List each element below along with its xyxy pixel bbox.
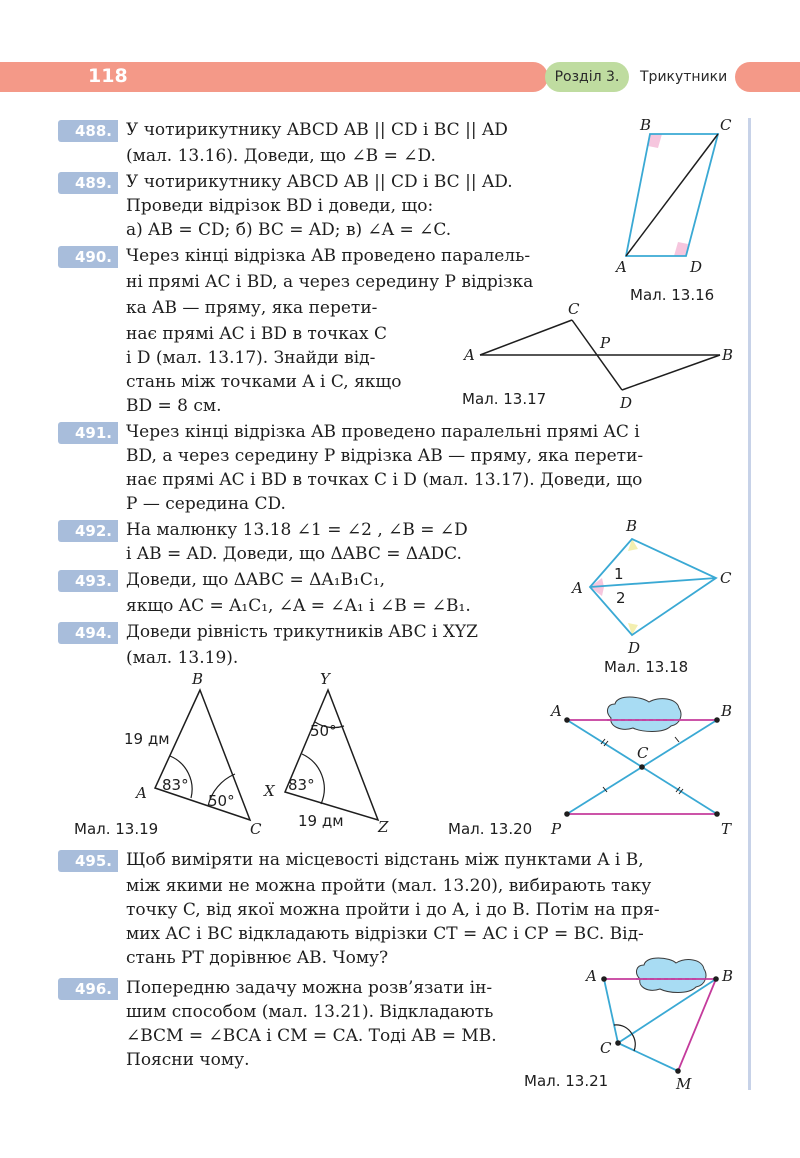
triangle-xyz: [285, 690, 378, 820]
label-a: A: [464, 346, 475, 364]
header-tab: [735, 62, 800, 92]
label-a: A: [551, 702, 562, 720]
point-a: [601, 976, 607, 982]
angle-arc-bca: [614, 1025, 632, 1034]
problem-number-496: 496.: [58, 978, 118, 1000]
label-a: A: [586, 967, 597, 985]
angle-label-a: 83°: [162, 776, 189, 794]
diagonal-ac: [590, 578, 716, 587]
caption-13-17: Мал. 13.17: [462, 390, 547, 408]
label-c: C: [720, 116, 732, 134]
line-cm: [618, 1043, 678, 1071]
problem-text: ка AB — пряму, яка перети-: [126, 298, 378, 318]
line-ac: [480, 320, 572, 355]
line-db: [622, 355, 720, 390]
cloud-obstacle: [637, 958, 706, 993]
label-b: B: [721, 702, 733, 720]
problem-text: стань між точками A і C, якщо: [126, 372, 402, 392]
label-c: C: [720, 569, 732, 587]
label-a: A: [616, 258, 627, 276]
problem-text: У чотирикутнику ABCD AB || CD і BC || AD.: [126, 172, 513, 192]
problem-text: BD = 8 см.: [126, 396, 222, 416]
problem-text: нає прямі AC і BD в точках C і D (мал. 13.17). Доведи, що: [126, 470, 643, 490]
problem-text: і D (мал. 13.17). Знайди від-: [126, 348, 376, 368]
problem-text: стань PT дорівнює AB. Чому?: [126, 948, 389, 968]
problem-number-493: 493.: [58, 570, 118, 592]
side-label-xz: 19 дм: [298, 812, 344, 830]
label-d: D: [620, 394, 633, 412]
triangle-abc: [155, 690, 250, 820]
problem-text: Через кінці відрізка AB проведено паралельні прямі AC і: [126, 422, 640, 442]
figure-13-16: [600, 112, 745, 312]
problem-text: мих AC і BC відкладають відрізки CT = AC і CP = BC. Від-: [126, 924, 644, 944]
label-z: Z: [378, 818, 389, 836]
label-b: B: [640, 116, 652, 134]
caption-13-20: Мал. 13.20: [448, 820, 533, 838]
label-c: C: [600, 1039, 612, 1057]
side-label-ab: 19 дм: [124, 730, 170, 748]
diagonal-ac: [626, 134, 718, 256]
header-bar: [0, 62, 548, 92]
angle-label-1: 1: [614, 565, 624, 583]
problem-number-490: 490.: [58, 246, 118, 268]
line-bm: [678, 979, 716, 1071]
label-b: B: [626, 517, 638, 535]
point-t: [714, 811, 720, 817]
problem-text: (мал. 13.16). Доведи, що ∠B = ∠D.: [126, 146, 436, 166]
problem-text: Доведи рівність трикутників ABC і XYZ: [126, 622, 478, 642]
problem-text: якщо AC = A₁C₁, ∠A = ∠A₁ і ∠B = ∠B₁.: [126, 596, 471, 616]
problem-text: Поясни чому.: [126, 1050, 250, 1070]
point-a: [564, 717, 570, 723]
label-a: A: [572, 579, 583, 597]
angle-label-2: 2: [616, 589, 626, 607]
problem-text: нає прямі AC і BD в точках C: [126, 324, 388, 344]
problem-number-488: 488.: [58, 120, 118, 142]
label-p: P: [551, 820, 562, 838]
problem-text: На малюнку 13.18 ∠1 = ∠2 , ∠B = ∠D: [126, 520, 468, 540]
quadrilateral-abcd: [590, 539, 716, 635]
figure-13-20: [545, 698, 745, 838]
section-label: Розділ 3.: [545, 62, 629, 92]
caption-13-19: Мал. 13.19: [74, 820, 159, 838]
problem-text: шим способом (мал. 13.21). Відкладають: [126, 1002, 494, 1022]
problem-text: У чотирикутнику ABCD AB || CD і BC || AD: [126, 120, 508, 140]
angle-label-c: 50°: [208, 792, 235, 810]
margin-rule: [748, 118, 751, 1090]
problem-text: ∠BCM = ∠BCA і CM = CA. Тоді AB = MB.: [126, 1026, 497, 1046]
label-a: A: [136, 784, 147, 802]
problem-text: P — середина CD.: [126, 494, 286, 514]
problem-text: Доведи, що ΔABC = ΔA₁B₁C₁,: [126, 570, 386, 590]
point-c: [615, 1040, 621, 1046]
problem-number-491: 491.: [58, 422, 118, 444]
label-c: C: [637, 744, 649, 762]
tick-bc: [675, 737, 679, 742]
figure-13-19: [70, 670, 400, 838]
page-number: 118: [88, 65, 128, 87]
problem-number-492: 492.: [58, 520, 118, 542]
figure-13-21: [580, 955, 750, 1093]
problem-text: ні прямі AC і BD, а через середину P відрізка: [126, 272, 534, 292]
label-p: P: [600, 334, 611, 352]
label-y: Y: [320, 670, 330, 688]
problem-text: BD, а через середину P відрізка AB — пряму, яка перети-: [126, 446, 644, 466]
label-b: B: [722, 967, 734, 985]
problem-text: а) AB = CD; б) BC = AD; в) ∠A = ∠C.: [126, 220, 452, 240]
label-x: X: [264, 782, 275, 800]
angle-arc-bcm: [632, 1034, 635, 1051]
chapter-title: Трикутники: [640, 69, 728, 85]
point-c: [639, 764, 645, 770]
problem-text: (мал. 13.19).: [126, 648, 239, 668]
label-c: C: [568, 300, 580, 318]
label-b: B: [192, 670, 204, 688]
problem-text: Проведи відрізок BD і доведи, що:: [126, 196, 434, 216]
problem-text: і AB = AD. Доведи, що ΔABC = ΔADC.: [126, 544, 462, 564]
cloud-obstacle: [608, 697, 681, 732]
caption-13-16: Мал. 13.16: [630, 286, 715, 304]
point-m: [675, 1068, 681, 1074]
label-d: D: [628, 639, 641, 657]
label-m: M: [676, 1075, 692, 1093]
label-c: C: [250, 820, 262, 838]
label-b: B: [722, 346, 734, 364]
angle-label-x: 83°: [288, 776, 315, 794]
figure-13-18: [570, 515, 745, 665]
problem-text: Попередню задачу можна розв’язати ін-: [126, 978, 493, 998]
problem-text: між якими не можна пройти (мал. 13.20), вибирають таку: [126, 876, 652, 896]
problem-text: Через кінці відрізка AB проведено паралель-: [126, 246, 531, 266]
point-p: [564, 811, 570, 817]
problem-number-494: 494.: [58, 622, 118, 644]
angle-label-y: 50°: [310, 722, 337, 740]
line-ac: [604, 979, 618, 1043]
point-b: [713, 976, 719, 982]
point-b: [714, 717, 720, 723]
caption-13-18: Мал. 13.18: [604, 658, 689, 676]
problem-number-489: 489.: [58, 172, 118, 194]
label-d: D: [690, 258, 703, 276]
label-t: T: [721, 820, 732, 838]
problem-text: Щоб виміряти на місцевості відстань між пунктами A і B,: [126, 850, 644, 870]
problem-number-495: 495.: [58, 850, 118, 872]
problem-text: точку C, від якої можна пройти і до A, і до B. Потім на пря-: [126, 900, 660, 920]
caption-13-21: Мал. 13.21: [524, 1072, 609, 1090]
